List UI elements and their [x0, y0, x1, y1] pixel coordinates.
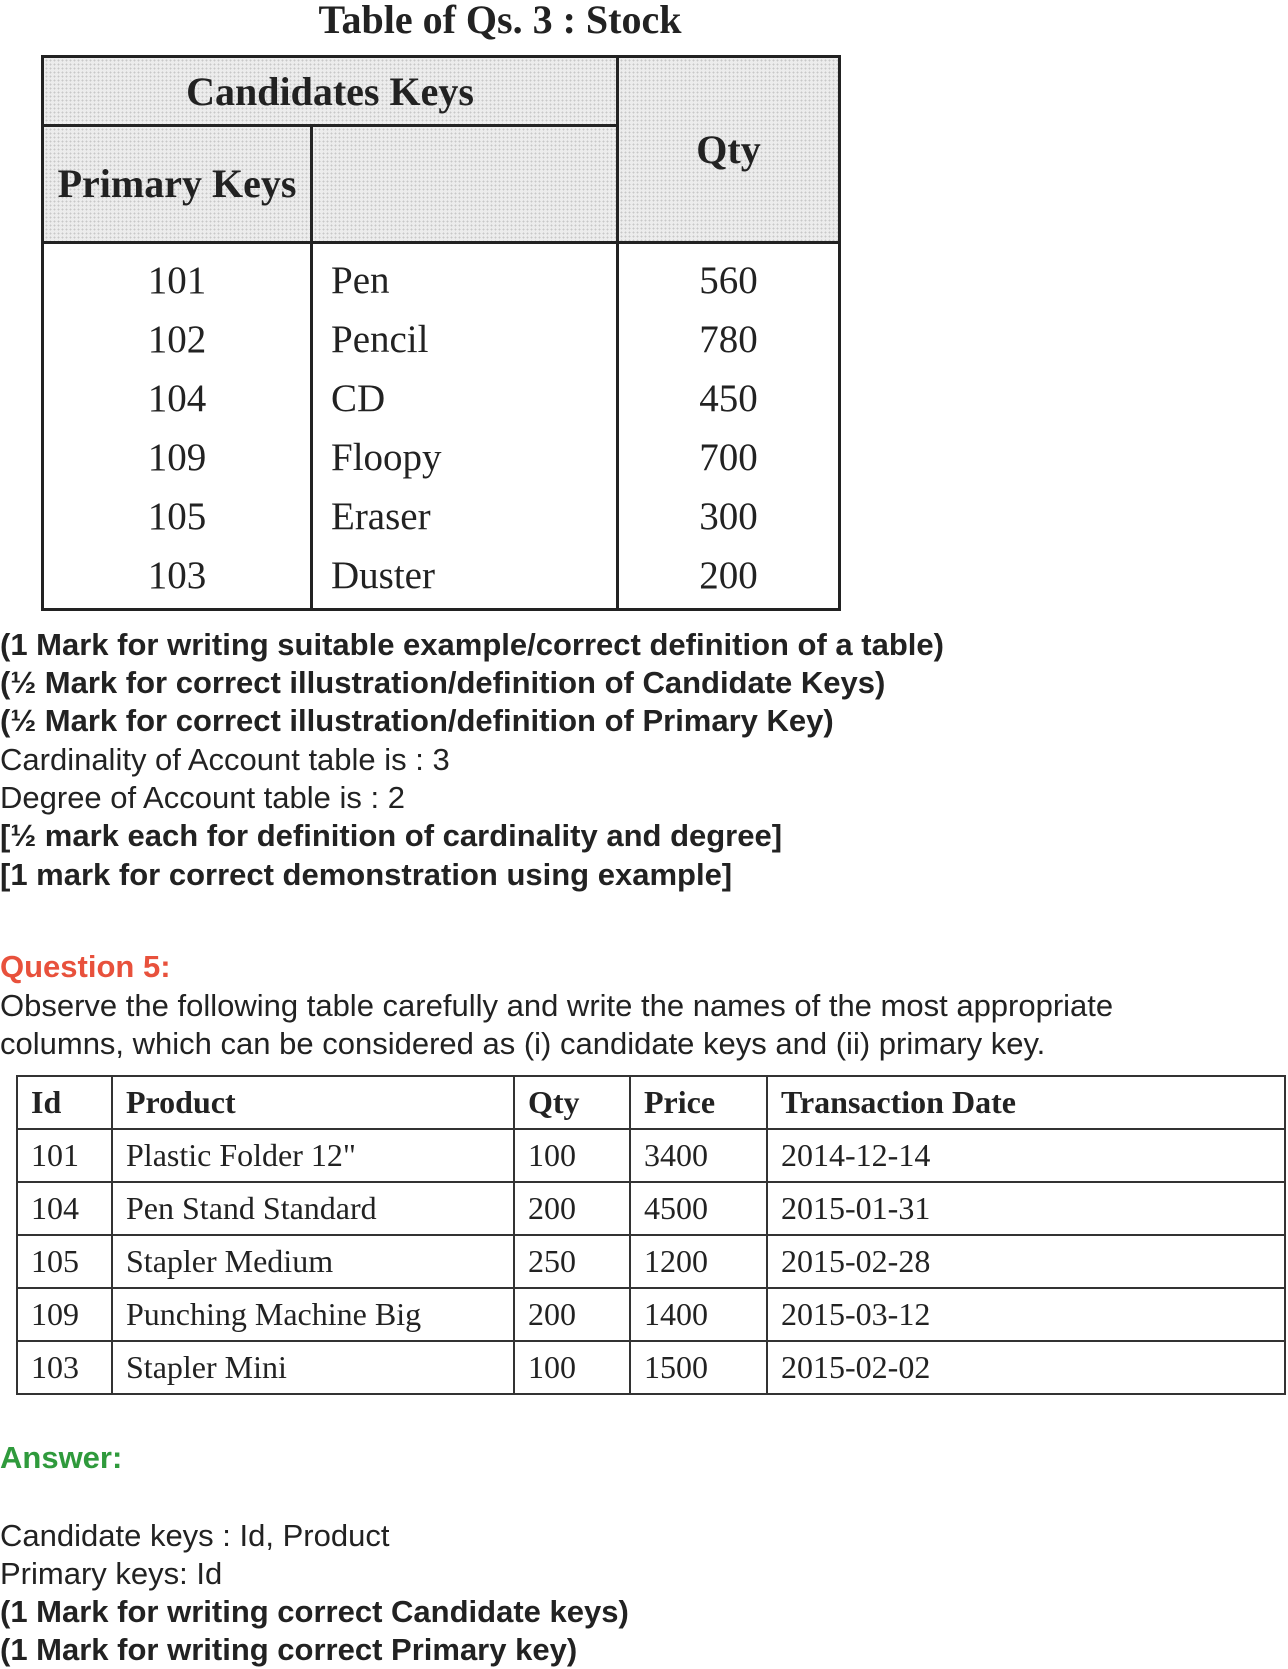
mark-note-cardinality-degree: [½ mark each for definition of cardinality and degree]: [0, 818, 783, 853]
stock-name: CD: [312, 369, 618, 428]
stock-id: 101: [43, 243, 312, 311]
cell-price: 4500: [630, 1182, 767, 1235]
table-header-row: [17, 1076, 1285, 1129]
stock-name: Floopy: [312, 428, 618, 487]
col-header-product: Product: [112, 1076, 514, 1129]
cell-date: 2015-02-02: [767, 1341, 1285, 1394]
question-heading: Question 5:: [0, 949, 171, 984]
qty-header: Qty: [618, 57, 840, 243]
primary-keys-header: Primary Keys: [43, 126, 312, 243]
table-row: [17, 1182, 1285, 1235]
cell-id: 101: [17, 1129, 112, 1182]
cell-qty: 200: [514, 1182, 630, 1235]
mark-note-table: (1 Mark for writing suitable example/correct definition of a table): [0, 627, 944, 662]
stock-table-title: Table of Qs. 3 : Stock: [318, 0, 682, 42]
stock-qty: 700: [618, 428, 840, 487]
stock-qty: 450: [618, 369, 840, 428]
transaction-table: [16, 1075, 1286, 1395]
stock-name: Pen: [312, 243, 618, 311]
stock-name: Eraser: [312, 487, 618, 546]
degree-text: Degree of Account table is : 2: [0, 780, 405, 815]
answer-primary-keys: Primary keys: Id: [0, 1556, 223, 1591]
blank-header: [312, 126, 618, 243]
mark-note-demonstration: [1 mark for correct demonstration using example]: [0, 857, 733, 892]
cell-price: 1500: [630, 1341, 767, 1394]
cell-qty: 100: [514, 1129, 630, 1182]
table-row: [17, 1341, 1285, 1394]
answer-mark-candidate: (1 Mark for writing correct Candidate keys): [0, 1594, 629, 1629]
question-text-line-1: Observe the following table carefully and write the names of the most appropriate: [0, 988, 1114, 1023]
col-header-price: Price: [630, 1076, 767, 1129]
table-row: [43, 487, 840, 546]
candidate-keys-header: Candidates Keys: [43, 57, 618, 126]
cell-id: 105: [17, 1235, 112, 1288]
question-text-line-2: columns, which can be considered as (i) candidate keys and (ii) primary key.: [0, 1026, 1046, 1061]
stock-id: 102: [43, 310, 312, 369]
cardinality-text: Cardinality of Account table is : 3: [0, 742, 450, 777]
cell-qty: 100: [514, 1341, 630, 1394]
stock-id: 105: [43, 487, 312, 546]
stock-qty: 300: [618, 487, 840, 546]
cell-price: 3400: [630, 1129, 767, 1182]
table-row: [17, 1235, 1285, 1288]
answer-mark-primary: (1 Mark for writing correct Primary key): [0, 1632, 578, 1667]
cell-qty: 250: [514, 1235, 630, 1288]
col-header-transaction-date: Transaction Date: [767, 1076, 1285, 1129]
table-row: [43, 243, 840, 311]
cell-date: 2014-12-14: [767, 1129, 1285, 1182]
cell-price: 1400: [630, 1288, 767, 1341]
table-row: [17, 1129, 1285, 1182]
cell-product: Stapler Medium: [112, 1235, 514, 1288]
mark-note-primary-key: (½ Mark for correct illustration/definition of Primary Key): [0, 703, 834, 738]
table-row: [43, 428, 840, 487]
stock-name: Pencil: [312, 310, 618, 369]
stock-qty: 780: [618, 310, 840, 369]
table-row: [17, 1288, 1285, 1341]
table-row: [43, 369, 840, 428]
stock-id: 109: [43, 428, 312, 487]
stock-qty: 560: [618, 243, 840, 311]
cell-product: Plastic Folder 12": [112, 1129, 514, 1182]
cell-date: 2015-02-28: [767, 1235, 1285, 1288]
cell-price: 1200: [630, 1235, 767, 1288]
table-row: [43, 310, 840, 369]
cell-date: 2015-03-12: [767, 1288, 1285, 1341]
answer-candidate-keys: Candidate keys : Id, Product: [0, 1518, 390, 1553]
cell-product: Stapler Mini: [112, 1341, 514, 1394]
cell-date: 2015-01-31: [767, 1182, 1285, 1235]
stock-table: [41, 55, 841, 611]
table-row: [43, 546, 840, 610]
stock-name: Duster: [312, 546, 618, 610]
col-header-qty: Qty: [514, 1076, 630, 1129]
stock-id: 103: [43, 546, 312, 610]
cell-qty: 200: [514, 1288, 630, 1341]
mark-note-candidate-keys: (½ Mark for correct illustration/definition of Candidate Keys): [0, 665, 886, 700]
cell-id: 104: [17, 1182, 112, 1235]
stock-id: 104: [43, 369, 312, 428]
cell-id: 109: [17, 1288, 112, 1341]
cell-product: Pen Stand Standard: [112, 1182, 514, 1235]
answer-heading: Answer:: [0, 1440, 123, 1475]
stock-qty: 200: [618, 546, 840, 610]
cell-product: Punching Machine Big: [112, 1288, 514, 1341]
cell-id: 103: [17, 1341, 112, 1394]
col-header-id: Id: [17, 1076, 112, 1129]
